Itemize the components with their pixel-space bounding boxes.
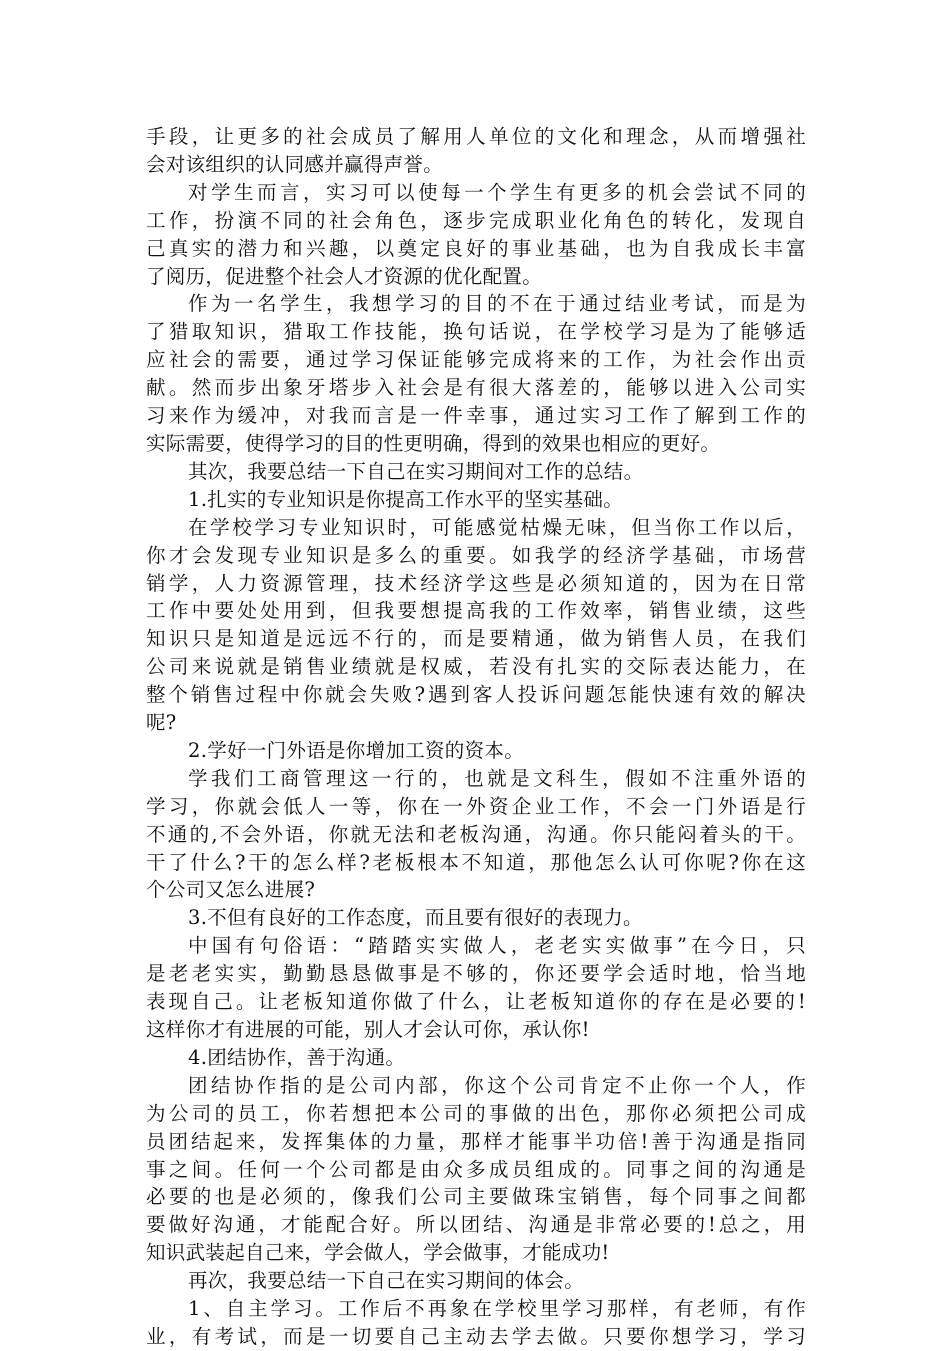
body-text — [146, 123, 806, 1351]
text-line: 销学，人力资源管理，技术经济学这些是必须知道的，因为在日常 — [146, 571, 806, 595]
text-line: 在学校学习专业知识时，可能感觉枯燥无味，但当你工作以后， — [188, 515, 806, 539]
text-line: 是老老实实，勤勤恳恳做事是不够的，你还要学会适时地，恰当地 — [146, 962, 806, 986]
text-line: 4.团结协作，善于沟通。 — [188, 1045, 406, 1069]
text-line: 手段，让更多的社会成员了解用人单位的文化和理念，从而增强社 — [146, 125, 806, 148]
text-line: 1.扎实的专业知识是你提高工作水平的坚实基础。 — [188, 487, 624, 511]
text-line: 献。然而步出象牙塔步入社会是有很大落差的，能够以进入公司实 — [146, 376, 806, 400]
text-line: 学我们工商管理这一行的，也就是文科生，假如不注重外语的 — [188, 766, 806, 790]
text-line: 3.不但有良好的工作态度，而且要有很好的表现力。 — [188, 906, 643, 930]
text-line: 业，有考试，而是一切要自己主动去学去做。只要你想学习，学习 — [146, 1324, 806, 1348]
text-line: 公司来说就是销售业绩就是权威，若没有扎实的交际表达能力，在 — [146, 655, 806, 679]
text-line: 了阅历，促进整个社会人才资源的优化配置。 — [146, 264, 543, 288]
text-line: 呢? — [146, 711, 177, 735]
text-line: 其次，我要总结一下自己在实习期间对工作的总结。 — [188, 459, 644, 483]
text-line: 团结协作指的是公司内部，你这个公司肯定不止你一个人，作 — [188, 1073, 806, 1097]
text-line: 为公司的员工，你若想把本公司的事做的出色，那你必须把公司成 — [146, 1101, 806, 1125]
text-line: 这样你才有进展的可能，别人才会认可你，承认你! — [146, 1018, 590, 1041]
text-line: 不通的,不会外语，你就无法和老板沟通，沟通。你只能闷着头的干。 — [146, 822, 806, 846]
text-line: 工作中要处处用到，但我要想提高我的工作效率，销售业绩，这些 — [146, 599, 806, 623]
text-line: 会对该组织的认同感并赢得声誉。 — [146, 152, 444, 176]
text-line: 2.学好一门外语是你增加工资的资本。 — [188, 738, 525, 762]
text-line: 己真实的潜力和兴趣，以奠定良好的事业基础，也为自我成长丰富 — [146, 236, 806, 260]
text-line: 再次，我要总结一下自己在实习期间的体会。 — [188, 1269, 585, 1293]
text-line: 实际需要，使得学习的目的性更明确，得到的效果也相应的更好。 — [146, 431, 721, 455]
text-line: 整个销售过程中你就会失败?遇到客人投诉问题怎能快速有效的解决 — [146, 683, 806, 707]
text-line: 学习，你就会低人一等，你在一外资企业工作，不会一门外语是行 — [146, 794, 806, 818]
text-line: 事之间。任何一个公司都是由众多成员组成的。同事之间的沟通是 — [146, 1157, 806, 1181]
text-line: 员团结起来，发挥集体的力量，那样才能事半功倍!善于沟通是指同 — [146, 1129, 806, 1153]
text-line: 知识武装起自己来，学会做人，学会做事，才能成功! — [146, 1241, 610, 1265]
text-line: 习来作为缓冲，对我而言是一件幸事，通过实习工作了解到工作的 — [146, 404, 806, 428]
text-line: 你才会发现专业知识是多么的重要。如我学的经济学基础，市场营 — [146, 543, 806, 567]
text-line: 作为一名学生，我想学习的目的不在于通过结业考试，而是为 — [188, 292, 806, 316]
text-line: 表现自己。让老板知道你做了什么，让老板知道你的存在是必要的! — [146, 990, 806, 1014]
text-line: 应社会的需要，通过学习保证能够完成将来的工作，为社会作出贡 — [146, 348, 806, 372]
text-line: 对学生而言，实习可以使每一个学生有更多的机会尝试不同的 — [188, 180, 806, 204]
text-line: 工作，扮演不同的社会角色，逐步完成职业化角色的转化，发现自 — [146, 208, 806, 232]
text-line: 知识只是知道是远远不行的，而是要精通，做为销售人员，在我们 — [146, 627, 806, 651]
text-line: 1、自主学习。工作后不再象在学校里学习那样，有老师，有作 — [188, 1297, 806, 1321]
text-line: 必要的也是必须的，像我们公司主要做珠宝销售，每个同事之间都 — [146, 1185, 806, 1209]
text-line: 干了什么?干的怎么样?老板根本不知道，那他怎么认可你呢?你在这 — [146, 850, 806, 874]
text-line: 要做好沟通，才能配合好。所以团结、沟通是非常必要的!总之，用 — [146, 1213, 806, 1237]
text-line: 个公司又怎么进展? — [146, 878, 316, 902]
text-line: 了猎取知识，猎取工作技能，换句话说，在学校学习是为了能够适 — [146, 320, 806, 344]
text-line: 中国有句俗语：“踏踏实实做人，老老实实做事”在今日，只 — [188, 934, 806, 958]
